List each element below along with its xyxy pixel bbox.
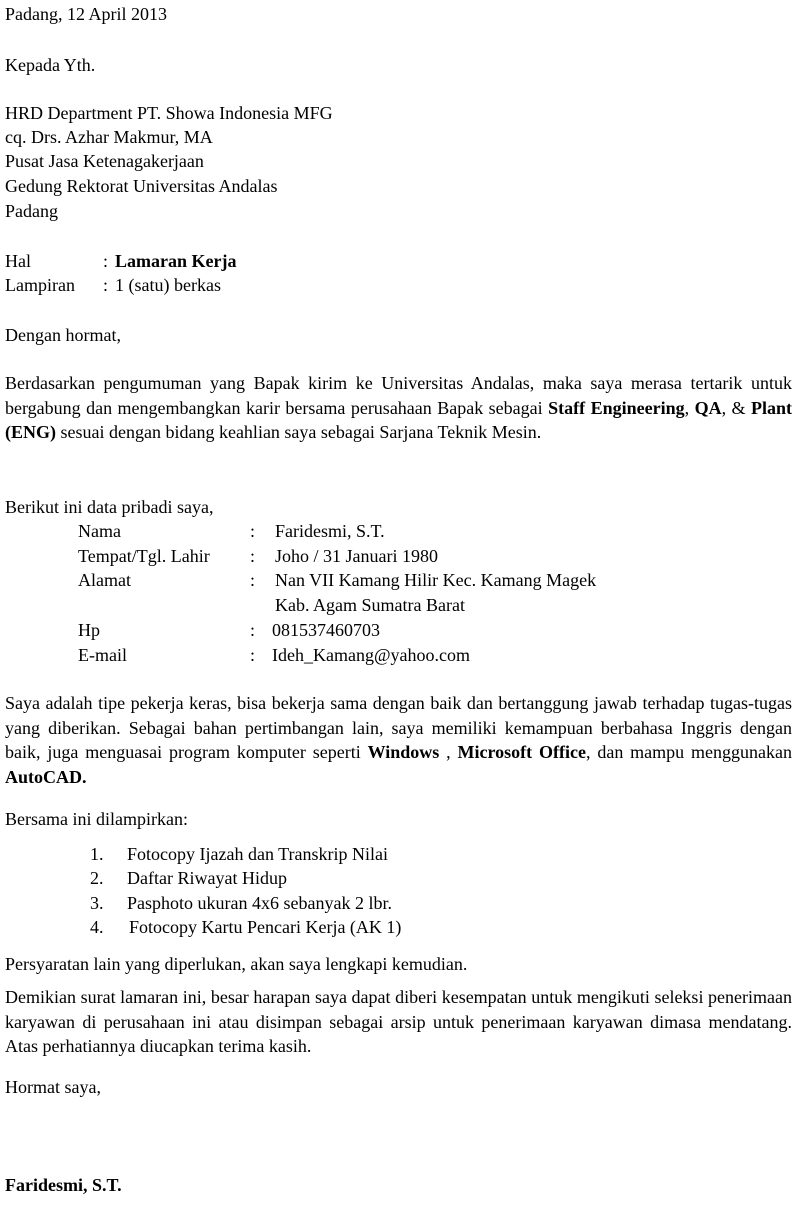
- field-value: Ideh_Kamang@yahoo.com: [272, 645, 471, 665]
- skill-windows: Windows: [367, 742, 440, 763]
- recipient-line: Pusat Jasa Ketenagakerjaan: [5, 151, 204, 171]
- personal-data-intro: Berikut ini data pribadi saya,: [5, 497, 214, 517]
- field-colon: :: [250, 570, 256, 590]
- list-text: Daftar Riwayat Hidup: [127, 868, 287, 888]
- paragraph-text: , &: [721, 397, 751, 418]
- field-value: 081537460703: [272, 620, 380, 640]
- paragraph-requirements: Persyaratan lain yang diperlukan, akan saya lengkapi kemudian.: [5, 954, 468, 974]
- paragraph-text: sesuai dengan bidang keahlian saya sebagai Sarjana Teknik Mesin.: [56, 422, 542, 443]
- subject-colon: :: [103, 251, 109, 271]
- field-label: Alamat: [78, 570, 131, 590]
- position-qa: QA: [694, 397, 722, 418]
- field-colon: :: [250, 546, 256, 566]
- paragraph-text: ,: [684, 397, 695, 418]
- paragraph-text: Saya adalah tipe pekerja keras, bisa bekerja sama dengan baik dan bertanggung jawab terhadap tugas-tugas yang diberikan. Sebagai bahan pertimbangan lain, saya memiliki kemampuan berbahasa Inggris dengan baik, juga menguasai program komputer seperti: [5, 693, 792, 763]
- attachments-intro: Bersama ini dilampirkan:: [5, 809, 188, 829]
- attachment-value: 1 (satu) berkas: [115, 275, 221, 295]
- list-number: 4.: [90, 917, 104, 937]
- field-value: Nan VII Kamang Hilir Kec. Kamang Magek: [275, 570, 597, 590]
- attachment-colon: :: [103, 275, 109, 295]
- field-colon: :: [250, 620, 256, 640]
- field-label: E-mail: [78, 645, 127, 665]
- field-colon: :: [250, 645, 256, 665]
- paragraph-skills: [5, 691, 792, 790]
- field-label: Tempat/Tgl. Lahir: [78, 546, 210, 566]
- field-value: Faridesmi, S.T.: [275, 521, 385, 541]
- recipient-line: Padang: [5, 201, 58, 221]
- place-date: Padang, 12 April 2013: [5, 4, 167, 24]
- list-text: Fotocopy Ijazah dan Transkrip Nilai: [127, 844, 388, 864]
- position-staff-engineering: Staff Engineering: [548, 397, 685, 418]
- closing-phrase: Hormat saya,: [5, 1077, 101, 1097]
- list-text: Pasphoto ukuran 4x6 sebanyak 2 lbr.: [127, 893, 392, 913]
- list-number: 1.: [90, 844, 104, 864]
- field-label: Hp: [78, 620, 100, 640]
- signature-name: Faridesmi, S.T.: [5, 1175, 122, 1195]
- paragraph-text: ,: [439, 742, 458, 763]
- greeting: Dengan hormat,: [5, 325, 121, 345]
- position-plant: Plant (ENG): [5, 397, 792, 443]
- field-colon: :: [250, 521, 256, 541]
- field-value: Joho / 31 Januari 1980: [275, 546, 438, 566]
- subject-label: Hal: [5, 251, 31, 271]
- recipient-line: cq. Drs. Azhar Makmur, MA: [5, 127, 213, 147]
- field-value: Kab. Agam Sumatra Barat: [275, 595, 465, 615]
- list-number: 2.: [90, 868, 104, 888]
- paragraph-text: , dan mampu menggunakan: [585, 742, 793, 763]
- recipient-line: HRD Department PT. Showa Indonesia MFG: [5, 103, 333, 123]
- list-text: Fotocopy Kartu Pencari Kerja (AK 1): [129, 917, 402, 937]
- paragraph-text: Berdasarkan pengumuman yang Bapak kirim ke Universitas Andalas, maka saya merasa tertarik untuk bergabung dan mengembangkan karir bersama perusahaan Bapak sebagai: [5, 373, 792, 418]
- recipient-line: Gedung Rektorat Universitas Andalas: [5, 176, 278, 196]
- salutation-to: Kepada Yth.: [5, 55, 96, 75]
- list-number: 3.: [90, 893, 104, 913]
- skill-microsoft-office: Microsoft Office: [457, 742, 586, 763]
- subject-value: Lamaran Kerja: [115, 251, 237, 271]
- paragraph-intro: [5, 371, 792, 445]
- attachment-label: Lampiran: [5, 275, 75, 295]
- paragraph-closing: Demikian surat lamaran ini, besar harapan saya dapat diberi kesempatan untuk mengikuti seleksi penerimaan karyawan di perusahaan ini atau disimpan sebagai arsip untuk penerimaan karyawan dimasa mendatang. Atas perhatiannya diucapkan terima kasih.: [5, 987, 792, 1057]
- skill-autocad: AutoCAD.: [5, 767, 87, 788]
- field-label: Nama: [78, 521, 121, 541]
